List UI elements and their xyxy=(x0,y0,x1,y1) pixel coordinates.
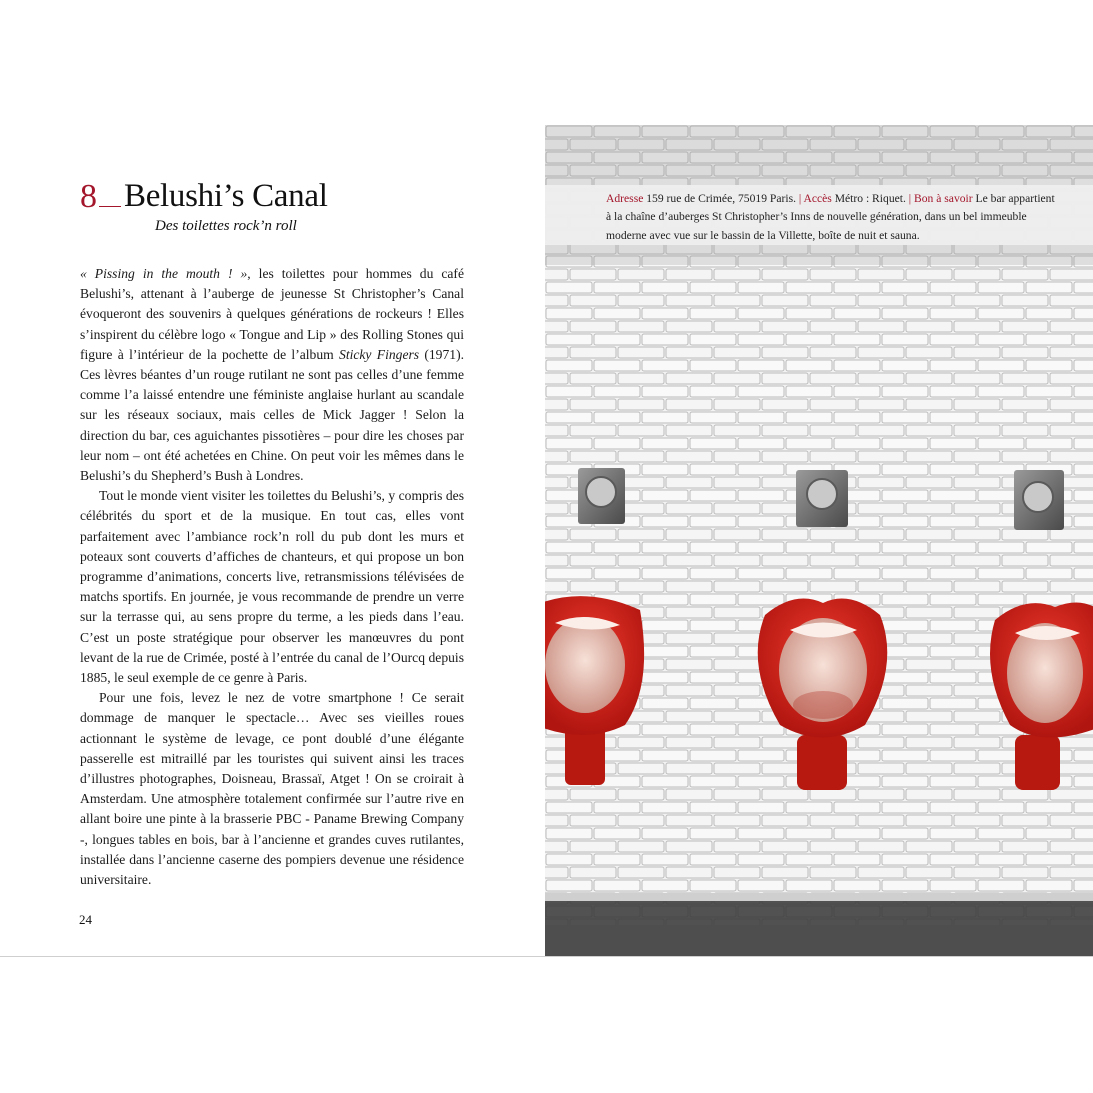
paragraph-3: Pour une fois, levez le nez de votre smartphone ! Ce serait dommage de manquer le spectacle… Avec ses vieilles roues actionnant le système de levage, ce pont doublé d’une élégante passerelle est mitraillé par les touristes qui suivent ainsi les traces d’illustres photographes, Doisneau, Brassaï, Atget ! On se croirait à Amsterdam. Une atmosphère totalement confirmée sur l’autre rive en allant boire une pinte à la brasserie PBC - Paname Brewing Company -, longues tables en bois, bar à l’ancienne et grandes cuves rutilantes, installée dans l’ancienne caserne des pompiers devenue une résidence universitaire. xyxy=(80,690,464,888)
tip-value: Le bar appartient à la chaîne d’auberges St Christopher’s Inns de nouvelle génération, dans un bel immeuble moderne avec vue sur le bassin de la Villette, boîte de nuit et sauna. xyxy=(606,192,1055,242)
paragraph-2: Tout le monde vient visiter les toilettes du Belushi’s, y compris des célébrités du sport et de la musique. En tout cas, elles vont parfaitement avec l’ambiance rock’n roll du pub dont les murs et poteaux sont couverts d’affiches de chanteurs, et qui propose un bon programme d’animations, concerts live, retransmissions télévisées de matchs sportifs. En journée, je vous recommande de prendre un verre sur la terrasse qui, au sens propre du terme, a les pieds dans l’eau. C’est un poste stratégique pour observer les manœuvres du pont levant de la rue de Crimée, posté à l’entrée du canal de l’Ourcq depuis 1885, le seul exemple de ce genre à Paris. xyxy=(80,488,464,686)
body-text xyxy=(80,264,464,890)
chapter-number: 8 xyxy=(80,178,97,215)
chapter-title: Belushi’s Canal xyxy=(124,178,328,214)
page-number: 24 xyxy=(79,912,92,927)
separator-2: | xyxy=(908,192,912,205)
paragraph-1-part-2: (1971). Ces lèvres béantes d’un rouge rutilant ne sont pas celles d’une femme comme l’a laissé entendre une féministe anglaise hurlant au scandale sur les réseaux sociaux, mais celles de Mick Jagger ! Selon la direction du bar, ces aguichantes pissotières – pour dire les choses par leur nom – ont été achetées en Chine. On peut voir les mêmes dans le Belushi’s du Shepherd’s Bush à Londres. xyxy=(80,346,464,484)
address-label: Adresse xyxy=(606,192,644,205)
practical-info xyxy=(606,190,1058,245)
page-bottom-rule xyxy=(0,956,1093,957)
flush-plate-left xyxy=(578,468,625,524)
quote-lead: « Pissing in the mouth ! » xyxy=(80,266,248,281)
address-value: 159 rue de Crimée, 75019 Paris. xyxy=(643,192,799,205)
paragraph-1-part-1: , les toilettes pour hommes du café Belushi’s, attenant à l’auberge de jeunesse St Christopher’s Canal évoqueront des souvenirs à quelques générations de rockeurs ! Elles s’inspirent du célèbre logo « Tongue and Lip » des Rolling Stones qui figure à l’intérieur de la pochette de l’album xyxy=(80,266,464,362)
access-label: Accès xyxy=(803,192,832,205)
tip-label: Bon à savoir xyxy=(914,192,973,205)
album-title: Sticky Fingers xyxy=(339,346,420,362)
paragraph-1 xyxy=(80,264,464,486)
urinals-photo xyxy=(545,125,1093,956)
flush-plate-right xyxy=(1014,470,1064,530)
chapter-subtitle: Des toilettes rock’n roll xyxy=(155,218,297,234)
separator-1: | xyxy=(798,192,802,205)
flush-plate-center xyxy=(796,470,848,527)
access-value: Métro : Riquet. xyxy=(831,192,909,205)
chapter-number-underline xyxy=(99,206,121,207)
